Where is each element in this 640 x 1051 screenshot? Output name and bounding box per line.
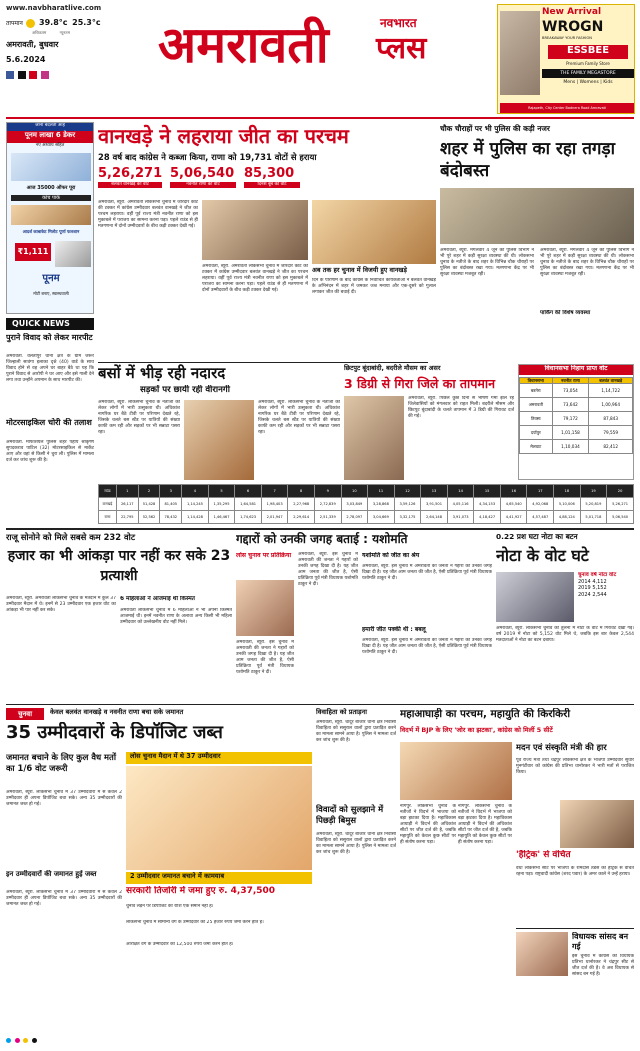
round-row-row2 (99, 511, 634, 524)
deposit-body: अमरावती, ब्यूरो. लोकसभा चुनाव में 37 उम्मीदवारों में से केवल 2 उम्मीदवार ही अपना डिपॉजिट बचा सके। अन्य 35 उम्मीदवारों की जमानत जब्त हो गई। (6, 790, 122, 807)
assembly-cell: 82,412 (589, 440, 633, 454)
date-text: 5.6.2024 (6, 55, 46, 64)
assembly-cell: 1,01,158 (552, 426, 589, 440)
ad-offer: आज 35000 ऑफर पूरा (26, 185, 76, 191)
round-cell: 2,27,968 (288, 498, 315, 511)
police-kicker-text: चौक चौराहों पर भी पुलिस की कड़ी नजर (440, 124, 550, 133)
essbee-ad[interactable] (497, 4, 635, 114)
women-box-title (120, 596, 232, 606)
ad-photo (11, 153, 91, 181)
yashomati-body-3: अमरावती, ब्यूरो. इस चुनाव में अमरावती की जनता ने गद्दारों को उनकी जगह दिखा दी है। यह जीत आम जनता की जीत है, ऐसी प्रतिक्रिया पूर्व मंत्री विधायक यशोमति ठाकुर ने दी। (362, 564, 492, 581)
round-cell: 2,78,097 (341, 511, 368, 524)
round-cell: 3 (160, 485, 182, 498)
essbee-tag: Premium Family Store (566, 61, 610, 66)
police-sub (540, 310, 634, 318)
temperature-strip (6, 18, 156, 30)
weather-headline-text: 3 डिग्री से गिरा जिले का तापमान (344, 376, 496, 391)
round-cell: 20 (607, 485, 634, 498)
yashomati-headline (236, 532, 492, 550)
round-cell: 2,29,614 (288, 511, 315, 524)
deposit-treasury-text: सरकारी तिजोरी में जमा हुए रु. 4,37,500 (126, 886, 276, 896)
deposit-treasury (126, 886, 312, 900)
vote-boob-count: 85,300 (244, 166, 295, 181)
nota-stats (578, 572, 634, 622)
bus-subhead (140, 385, 340, 397)
youtube-icon[interactable] (29, 71, 37, 79)
assembly-grid (519, 377, 633, 454)
nota-kicker (496, 532, 634, 544)
quick-news-label (6, 318, 94, 330)
police-body: अमरावती, ब्यूरो. मंगलवार 4 जून को पुलिस विभाग ने भी पूरे शहर में कड़ी सुरक्षा व्यवस्था की थी। लोकसभा चुनाव के नतीजे के बाद शहर के विभिन्न चौक चौराहों पर पुलिस का बंदोबस्त रखा गया। मतगणना केंद्र पर भी सुरक्षा व्यवस्था मजबूत रही। (440, 248, 534, 277)
deposit-b1: चुनाव लड़ने पर डिपॉजिट की राशि एक समान नहीं है। (126, 904, 214, 909)
assembly-cell: 79,172 (552, 412, 589, 426)
nota-kicker-text: 0.22 प्रश घटा नोटा का बटन (496, 532, 578, 541)
sun-icon (26, 19, 35, 28)
qn-h2-text: मोटरसाइकिल चोरी की तलाश (6, 418, 92, 427)
yashomati-photo (236, 580, 294, 636)
round-cell: 2 (138, 485, 160, 498)
deposit-two-text: 2 उम्मीदवार जमानत बचाने में कामयाब (130, 872, 225, 880)
round-cell: राउंड (99, 485, 117, 498)
vote-wankhade-count: 5,26,271 (98, 166, 163, 181)
temp-max-label: अधिकतम (32, 30, 47, 35)
quick-news-p2: अमरावती. मार्फशियल पुलिस शहर पहीय श्रीकृष्ण सुपदकराव पाटिल (32) मोटरसाइकिल से मार्केट आए और वहां से किसी ने चुरा ली। पुलिस में मामला दर्ज कर जांच शुरू की है। (6, 440, 94, 463)
mahayuti-body: नागपुर. लोकसभा चुनाव के नतीजों ने विदर्भ में भाजपा को बड़ा झटका दिया है। महाविकास आघाड़ी ने विदर्भ की अधिकांश सीटों पर जीत दर्ज की है, जबकि महायुति को केवल कुछ सीटों पर ही संतोष करना पड़ा। (400, 804, 456, 845)
nota-stat-headline-text: हजार का भी आंकड़ा पार नहीं कर सके 23 प्रत्याशी (7, 548, 231, 584)
lead-caption-body: दिन के परिणाम के बाद कांग्रेस के निर्वाचित कार्यकर्ताओं ने बलवंत वानखड़े के अभिनंदन में शहर में जमकर जश्न मनाया और एक-दूसरे को गुलाल लगाकर जीत की बधाई दी। (312, 278, 436, 295)
round-cell: 3,91,501 (421, 498, 448, 511)
evm-photo (496, 572, 574, 622)
quick-news-h2 (6, 418, 94, 438)
title-nav: नवभारत (380, 16, 417, 30)
police-photo (440, 188, 634, 244)
masthead-rule (6, 117, 634, 119)
women-box-title-text: 6 महिलाओं ने आजमाई थी किस्मत (120, 596, 195, 602)
round-cell: 2,51,339 (314, 511, 341, 524)
round-cell: 5 (208, 485, 235, 498)
assembly-cell: बडनेरा (520, 384, 553, 398)
assembly-row (520, 426, 633, 440)
yashomati-headline-text: गद्दारों को उनकी जगह बताई : यशोमति (236, 532, 408, 546)
round-cell: 4,92,068 (527, 498, 554, 511)
chain-kicker (316, 708, 396, 718)
deposit-b2: लोकसभा चुनाव में सामान्य वर्ग के उम्मीदवार को 25 हजार रुपये जमा करने होते हैं। (126, 920, 264, 925)
ad-top: जाना बदलती आहे (7, 123, 93, 131)
round-cell: 6 (235, 485, 262, 498)
ministers-quote-text: 'हैट्रिक' से वंचित (516, 850, 571, 860)
wrogn-tag: BREAKAWAY YOUR FASHION (542, 36, 592, 40)
nota-headline (496, 546, 634, 570)
bus-photo (184, 400, 254, 480)
ad-item: कांच पार्क (11, 195, 91, 201)
winner-photo (312, 200, 436, 264)
nota-headline-text: नोटा के वोट घटे (496, 546, 589, 565)
round-row-row1 (99, 498, 634, 511)
megastore-banner: THE FAMILY MEGASTORE (542, 69, 634, 78)
round-cell: 3,04,669 (368, 511, 395, 524)
round-cell: 5,06,540 (607, 511, 634, 524)
round-cell: 8 (288, 485, 315, 498)
twitter-icon[interactable] (18, 71, 26, 79)
yashomati-body-4: अमरावती, ब्यूरो. इस चुनाव में अमरावती की जनता ने गद्दारों को उनकी जगह दिखा दी है। यह जीत आम जनता की जीत है, ऐसी प्रतिक्रिया पूर्व मंत्री विधायक यशोमति ठाकुर ने दी। (362, 638, 492, 655)
ministers-headline-text: मदन एवं संस्कृति मंत्री की हार (516, 742, 607, 752)
round-cell: 1 (116, 485, 138, 498)
city-day (6, 40, 156, 52)
round-cell: 4,57,487 (527, 511, 554, 524)
assembly-cell: 1,14,722 (589, 384, 633, 398)
vote-tally (98, 166, 438, 198)
cartoon-photo (126, 766, 312, 870)
chain-head (316, 804, 396, 830)
deposit-headline-text: 35 उम्मीदवारों के डिपॉजिट जब्त (6, 722, 223, 743)
vote-wankhade (98, 166, 162, 188)
wrogn-logo: WROGN (542, 19, 604, 35)
ministers-body: पूर्व राज्य मंत्री तथा चंद्रपुर लोकसभा क्षेत्र के भाजपा उम्मीदवार सुधीर मुनगंटीवार को कांग्रेस की प्रतिभा धानोरकर ने भारी मतों से पराजित किया। (516, 758, 634, 775)
round-cell: 81,405 (160, 498, 182, 511)
round-cell: 15 (474, 485, 501, 498)
assembly-cell: अमरावती (520, 398, 553, 412)
round-cell: 5,01,718 (580, 511, 607, 524)
deposit-list-body: अमरावती, ब्यूरो. लोकसभा चुनाव में 37 उम्मीदवारों में से केवल 2 उम्मीदवार ही अपना डिपॉजिट बचा सके। अन्य 35 उम्मीदवारों की जमानत जब्त हो गई। (6, 890, 122, 907)
mp-headline-text: विधायक सांसद बन गई (572, 932, 629, 951)
city-day-text: अमरावती, बुधवार (6, 40, 59, 49)
temp-labels (6, 30, 156, 38)
round-cell: 1,14,245 (182, 498, 209, 511)
yashomati-sub2 (362, 626, 492, 636)
ad-address: Rajapeth, City Center Badnera Road Amravati (500, 103, 634, 113)
weather-headline (344, 376, 514, 394)
ministers-headline (516, 742, 634, 756)
reg-dot-y (23, 1038, 28, 1043)
round-cell: 7 (261, 485, 288, 498)
round-cell: 4,05,116 (447, 498, 474, 511)
assembly-cell: 73,642 (552, 398, 589, 412)
bus-headline-text: बसों में भीड़ रही नदारद (98, 364, 226, 382)
round-cell: 9 (314, 485, 341, 498)
deposit-sub-left-text: जमानत बचाने के लिए कुल वैध मतों का 1/6 वोट जरूरी (6, 752, 117, 773)
deposit-kicker-tag: चुनवा (6, 708, 44, 720)
assembly-cell: 79,559 (589, 426, 633, 440)
round-cell: 3,59,126 (394, 498, 421, 511)
chain-body: अमरावती, ब्यूरो. चांदूर बाजार थाना क्षेत्र निवासी विवाहिता को ससुराल वालों द्वारा प्रताड़ित करने का मामला सामने आया है। पुलिस ने मामला दर्ज कर जांच शुरू की है। (316, 720, 396, 743)
round-cell: 5,26,271 (607, 498, 634, 511)
vote-boob-label: दिनेश बूब को वोट (244, 182, 300, 188)
assembly-cell: मेलघाट (520, 440, 553, 454)
nota-stat-headline (6, 546, 232, 592)
mahayuti-body-2: नागपुर. लोकसभा चुनाव के नतीजों ने विदर्भ में भाजपा को बड़ा झटका दिया है। महाविकास आघाड़ी ने विदर्भ की अधिकांश सीटों पर जीत दर्ज की है, जबकि महायुति को केवल कुछ सीटों पर ही संतोष करना पड़ा। (458, 804, 512, 845)
assembly-cell: 1,10,034 (552, 440, 589, 454)
title-main: अमरावती (158, 16, 329, 74)
title-plus: प्लस (376, 31, 427, 66)
weather-kicker (344, 364, 514, 374)
bus-body-2: अमरावती, ब्यूरो. लोकसभा चुनाव के नतीजों को लेकर लोगों में भारी उत्सुकता थी। अधिकांश नागरिक घर बैठे टीवी पर परिणाम देखते रहे, जिसके चलते बस स्टैंड पर यात्रियों की संख्या काफी कम रही और सड़कों पर भी सन्नाटा पसरा रहा। (258, 400, 340, 435)
mahayuti-photo (400, 742, 512, 800)
edition-date (6, 55, 156, 67)
round-cell: 26,117 (116, 498, 138, 511)
ad-brand2: पूनम (42, 273, 60, 284)
mahayuti-headline-text: महाआघाड़ी का परचम, महायुति की किरकिरी (400, 708, 571, 720)
nota-stat-2024: 2024 2,544 (578, 591, 607, 598)
round-cell: 1,46,467 (208, 511, 235, 524)
nota-stat-2014: 2014 4,112 (578, 579, 607, 585)
temp-min: 25.3°c (72, 18, 101, 27)
police-sub-text: पार्किंग की विशेष व्यवस्था (540, 310, 591, 316)
divider-mp (516, 928, 634, 929)
chain-head-text: विवादों को सुलझाने में पिछड़ी बिमुस (316, 804, 384, 825)
police-headline-text: शहर में पुलिस का रहा तगड़ा बंदोबस्त (440, 139, 615, 181)
round-cell: 14 (447, 485, 474, 498)
round-cell: 18 (554, 485, 581, 498)
round-cell: 52,562 (138, 511, 160, 524)
round-cell: वानखड़े (99, 498, 117, 511)
round-cell: 4 (182, 485, 209, 498)
round-cell: 4,18,427 (474, 511, 501, 524)
assembly-table (518, 364, 634, 480)
round-cell: 13 (421, 485, 448, 498)
round-cell: 1,64,581 (235, 498, 262, 511)
nota-stat-kicker (6, 532, 232, 544)
assembly-row (520, 398, 633, 412)
chain-kicker-text: विवाहिता को प्रताड़ना (316, 708, 367, 716)
round-cell: 4,41,927 (500, 511, 527, 524)
round-cell: 2,72,839 (314, 498, 341, 511)
ministers-photo (560, 800, 634, 848)
assembly-row (520, 384, 633, 398)
assembly-cell: 73,054 (552, 384, 589, 398)
divider-3 (6, 704, 634, 705)
women-box-body: अमरावती लोकसभा चुनाव में 6 महिलाओं ने भी अपनी किस्मत आजमाई थी। इनमें नवनीत राणा के अलावा अन्य किसी भी महिला उम्मीदवार को उल्लेखनीय वोट नहीं मिले। (120, 608, 232, 625)
temp-min-label: न्यूनतम (59, 30, 70, 35)
yashomati-sub2-text: हमारी जीत पक्की थी : बबलू (362, 626, 426, 633)
ad-brand: पूनम लाखा 6 डेकर (7, 131, 93, 143)
deposit-sub-right (126, 752, 312, 764)
round-cell: 78,432 (160, 511, 182, 524)
lead-subhead (98, 152, 438, 164)
round-cell: 22,795 (116, 511, 138, 524)
mahayuti-subhead (400, 726, 634, 738)
vote-boob (244, 166, 300, 188)
assembly-cell: तिवसा (520, 412, 553, 426)
assembly-cell: 87,843 (589, 412, 633, 426)
nota-stat-2019: 2019 5,152 (578, 585, 607, 592)
lead-headline-text: वानखड़े ने लहराया जीत का परचम (98, 124, 349, 148)
police-body-2: अमरावती, ब्यूरो. मंगलवार 4 जून को पुलिस विभाग ने भी पूरे शहर में कड़ी सुरक्षा व्यवस्था की थी। लोकसभा चुनाव के नतीजे के बाद शहर के विभिन्न चौक चौराहों पर पुलिस का बंदोबस्त रखा गया। मतगणना केंद्र पर भी सुरक्षा व्यवस्था मजबूत रही। (540, 248, 634, 277)
quick-news-p1: अमरावती. वेलतापुर थाना क्षेत्र के ग्राम जरूर जिल्हाली सावंगा इलाका दृश्ने (40) वार्ड के साथ विवाद होने से वह अपने घर बाहर बैठे था यह कि पुराने विवाद से आरोपी ने घर आए और इसे गाली देने लगा तथा उन्होंने अपमान के साथ मारपीट की। (6, 354, 94, 383)
weather-photo (344, 396, 404, 480)
round-row-header (99, 485, 634, 498)
divider-2 (6, 528, 634, 530)
site-url-text[interactable]: www.navbharatlive.com (6, 4, 102, 12)
deposit-b3: आरक्षित वर्ग के उम्मीदवार को 12,500 रुपये जमा करने होते हैं। (126, 942, 234, 947)
round-grid (98, 484, 634, 524)
lead-body-2: अमरावती, ब्यूरो. अमरावती लोकसभा चुनाव में जोरदार कांटे की टक्कर में कांग्रेस उम्मीदवार बलवंत वानखड़े ने जीत का परचम लहराया। वहीं पूर्व राज्य मंत्री नवनीत राणा को इस मुकाबले में पराजय का सामना करना पड़ा। पहले राउंड से ही मतगणना में दोनों उम्मीदवारों के बीच कड़ी टक्कर देखी गई। (202, 264, 308, 293)
quick-news-h1 (6, 333, 94, 353)
round-cell: 3,91,073 (447, 511, 474, 524)
round-cell: 5,20,819 (580, 498, 607, 511)
chain-body-2: अमरावती, ब्यूरो. चांदूर बाजार थाना क्षेत्र निवासी विवाहिता को ससुराल वालों द्वारा प्रताड़ित करने का मामला सामने आया है। पुलिस ने मामला दर्ज कर जांच शुरू की है। (316, 832, 396, 855)
vote-rana-label: नवनीत राणा को वोट (170, 182, 236, 188)
lead-body: अमरावती, ब्यूरो. अमरावती लोकसभा चुनाव में जोरदार कांटे की टक्कर में कांग्रेस उम्मीदवार बलवंत वानखड़े ने जीत का परचम लहराया। वहीं पूर्व राज्य मंत्री नवनीत राणा को इस मुकाबले में पराजय का सामना करना पड़ा। पहले राउंड से ही मतगणना में दोनों उम्मीदवारों के बीच कड़ी टक्कर देखी गई। (98, 200, 198, 229)
divider-bus (98, 362, 428, 363)
deposit-sub-left (6, 752, 122, 788)
deposit-headline (6, 722, 312, 750)
round-cell: 3,32,175 (394, 511, 421, 524)
lead-subhead-text: 28 वर्ष बाद कांग्रेस ने कब्जा किया, राणा को 19,731 वोटों से हराया (98, 152, 317, 162)
bus-headline (98, 364, 358, 384)
sections: Mens | Womens | Kids (563, 80, 613, 85)
round-cell: 1,35,295 (208, 498, 235, 511)
deposit-list-head (6, 870, 122, 888)
reg-dot-m (15, 1038, 20, 1043)
model-photo (500, 11, 540, 95)
assembly-col-2: बलवंत वानखड़े (589, 378, 633, 384)
assembly-title: विधानसभा निहाय प्राप्त वोट (519, 365, 633, 375)
yashomati-tag-text: लोस चुनाव पर प्रतिक्रिया (236, 552, 292, 559)
temp-label: तापमान (6, 20, 23, 27)
round-cell: 1,14,428 (182, 511, 209, 524)
new-arrival: New Arrival (542, 7, 602, 17)
bus-subhead-text: सड़कों पर छायी रही वीरानगी (140, 385, 230, 395)
lead-caption-text: अब तक हर चुनाव में विजयी हुए वानखड़े (312, 266, 407, 274)
essbee-logo: ESSBEE (548, 45, 628, 59)
round-cell: 3,28,868 (368, 498, 395, 511)
quick-news-text: QUICK NEWS (12, 319, 70, 328)
title-brand (370, 14, 470, 84)
round-cell: 3,03,849 (341, 498, 368, 511)
round-cell: 2,64,148 (421, 511, 448, 524)
facebook-icon[interactable] (6, 71, 14, 79)
assembly-cell: दर्यापुर (520, 426, 553, 440)
mahayuti-subhead-text: विदर्भ में BJP के लिए 'जोर का झटका', कांग्रेस को मिलीं 5 सीटें (400, 726, 553, 734)
lead-caption (312, 266, 436, 276)
assembly-col-1: नवनीत राणा (552, 378, 589, 384)
mp-headline (572, 932, 634, 952)
round-cell: 11 (368, 485, 395, 498)
ad-sub: नए अध्याय सहित (35, 143, 65, 148)
nota-body: अमरावती, ब्यूरो. लोकसभा चुनाव की तुलना में नोटा के वोट में गिरावट देखी गई। वर्ष 2019 में नोटा को 5,152 वोट मिले थे, जबकि इस बार केवल 2,544 मतदाताओं ने नोटा का बटन दबाया। (496, 626, 634, 643)
mp-body: इस चुनाव में कांग्रेस की विधायक प्रतिभा धानोरकर ने चंद्रपुर सीट से जीत दर्ज की है। वे अब विधायक से सांसद बन गई हैं। (572, 954, 634, 977)
yashomati-body: अमरावती, ब्यूरो. इस चुनाव में अमरावती की जनता ने गद्दारों को उनकी जगह दिखा दी है। यह जीत आम जनता की जीत है, ऐसी प्रतिक्रिया पूर्व मंत्री विधायक यशोमति ठाकुर ने दी। (236, 640, 294, 675)
mp-photo (516, 932, 568, 976)
round-cell: राणा (99, 511, 117, 524)
nota-stat-kicker-text: राजू सोनोने को मिले सबसे कम 232 वोट (6, 532, 136, 542)
vote-rana (170, 166, 236, 188)
vote-rana-count: 5,06,540 (170, 166, 235, 181)
ad-model: मोटी बनाए, स्वास्थवाली (33, 291, 69, 296)
instagram-icon[interactable] (41, 71, 49, 79)
yashomati-sub-text: यशोमति को जीत का श्रेय (362, 552, 420, 559)
assembly-cell: 1,00,964 (589, 398, 633, 412)
police-headline (440, 138, 634, 184)
round-cell: 10 (341, 485, 368, 498)
vote-wankhade-label: बलवंत वानखड़े को वोट (98, 182, 162, 188)
site-url[interactable] (6, 4, 146, 14)
celebration-photo (202, 200, 308, 260)
round-cell: 4,65,540 (500, 498, 527, 511)
lead-headline (98, 124, 428, 148)
ad-photo-3 (55, 241, 91, 267)
round-cell: 16 (500, 485, 527, 498)
bus-body: अमरावती, ब्यूरो. लोकसभा चुनाव के नतीजों को लेकर लोगों में भारी उत्सुकता थी। अधिकांश नागरिक घर बैठे टीवी पर परिणाम देखते रहे, जिसके चलते बस स्टैंड पर यात्रियों की संख्या काफी कम रही और सड़कों पर भी सन्नाटा पसरा रहा। (98, 400, 180, 435)
assembly-row (520, 440, 633, 454)
poonam-ad[interactable] (6, 122, 94, 314)
round-cell: 5,10,006 (554, 498, 581, 511)
police-kicker (440, 124, 634, 136)
nota-stat-body: अमरावती, ब्यूरो. अमरावती लोकसभा चुनाव के मतदान में कुल 37 उम्मीदवार मैदान में थे। इनमें से 23 उम्मीदवार एक हजार वोट का आंकड़ा भी पार नहीं कर सके। (6, 596, 116, 613)
round-table (98, 484, 634, 524)
deposit-kicker (50, 708, 312, 720)
ad-aqua: आदर्श काबाकेट मिलोट पूर्णा फलशान (22, 229, 80, 234)
reg-dot-c (6, 1038, 11, 1043)
deposit-list-head-text: इन उम्मीदवारों की जमानत हुई जब्त (6, 870, 97, 878)
weather-body: अमरावती, ब्यूरो. पिछले कुछ दिनों से भीषण गर्मी झेल रहे जिलेवासियों को मंगलवार को राहत मिली। बदरीले मौसम और छिटपुट बूंदाबांदी के चलते तापमान में 3 डिग्री की गिरावट दर्ज की गई। (408, 396, 514, 419)
round-cell: 1,74,623 (235, 511, 262, 524)
deposit-two (126, 872, 312, 884)
round-cell: 2,01,947 (261, 511, 288, 524)
round-cell: 4,88,124 (554, 511, 581, 524)
qn-h1-text: पुराने विवाद को लेकर मारपीट (6, 333, 93, 342)
weather-kicker-text: छिटपुट बूंदाबांदी, बदरीले मौसम का असर (344, 364, 441, 372)
round-cell: 19 (580, 485, 607, 498)
yashomati-tag (236, 552, 296, 578)
deposit-kicker-text: केवल बलवंत वानखड़े व नवनीत राणा बचा सके जमानत (50, 708, 184, 716)
ministers-quote (516, 850, 634, 864)
assembly-row (520, 412, 633, 426)
round-cell: 4,34,153 (474, 498, 501, 511)
reg-dot-k (32, 1038, 37, 1043)
ministers-quote-body: वर्धा लोकसभा सीट पर भाजपा के रामदास तडस को हैट्रिक से वंचित रहना पड़ा। राष्ट्रवादी कांग्रेस (शरद पवार) के अमर काले ने उन्हें हराया। (516, 866, 634, 877)
ad-photo-2 (11, 205, 91, 225)
nota-tag: चुनाव वर्ष नोटा वोट (578, 572, 617, 578)
mahayuti-headline (400, 708, 634, 726)
yashomati-sub (362, 552, 492, 562)
round-cell: 17 (527, 485, 554, 498)
round-cell: 51,428 (138, 498, 160, 511)
ad-price: ₹1,111 (15, 243, 51, 261)
round-cell: 12 (394, 485, 421, 498)
temp-max: 39.8°c (39, 18, 68, 27)
print-marks (6, 1038, 634, 1046)
social-icons (6, 71, 66, 81)
deposit-sub-right-text: लोस चुनाव मैदान में थे 37 उम्मीदवार (130, 752, 221, 760)
assembly-col-0: विधानसभा (520, 378, 553, 384)
round-cell: 1,98,403 (261, 498, 288, 511)
yashomati-body-2: अमरावती, ब्यूरो. इस चुनाव में अमरावती की जनता ने गद्दारों को उनकी जगह दिखा दी है। यह जीत आम जनता की जीत है, ऐसी प्रतिक्रिया पूर्व मंत्री विधायक यशोमति ठाकुर ने दी। (298, 552, 358, 587)
